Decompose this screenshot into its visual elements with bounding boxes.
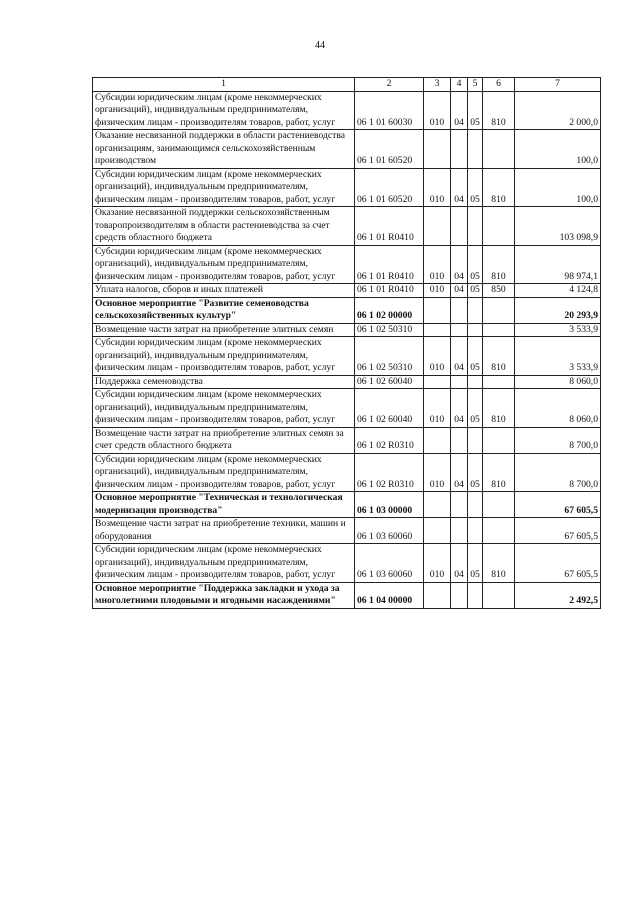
row-col4: 04 bbox=[451, 389, 468, 428]
row-col5: 05 bbox=[468, 245, 483, 284]
row-code: 06 1 03 00000 bbox=[355, 492, 424, 518]
table-row bbox=[93, 492, 601, 518]
row-col5 bbox=[468, 323, 483, 337]
row-col5: 05 bbox=[468, 389, 483, 428]
row-col6 bbox=[483, 323, 515, 337]
row-name: Возмещение части затрат на приобретение техники, машин и оборудования bbox=[93, 518, 355, 544]
row-col5 bbox=[468, 427, 483, 453]
row-sum: 98 974,1 bbox=[515, 245, 601, 284]
row-name: Субсидии юридическим лицам (кроме некоммерческих организаций), индивидуальным предпринимателям, физическим лицам - производителям товаров, работ, услуг bbox=[93, 91, 355, 130]
row-col3 bbox=[424, 297, 451, 323]
header-cell: 6 bbox=[483, 78, 515, 92]
row-sum: 100,0 bbox=[515, 168, 601, 207]
row-sum: 8 060,0 bbox=[515, 389, 601, 428]
row-col4 bbox=[451, 582, 468, 608]
header-cell: 5 bbox=[468, 78, 483, 92]
row-col6 bbox=[483, 518, 515, 544]
row-code: 06 1 01 60030 bbox=[355, 91, 424, 130]
row-col3 bbox=[424, 130, 451, 169]
row-col6: 810 bbox=[483, 91, 515, 130]
row-name: Субсидии юридическим лицам (кроме некоммерческих организаций), индивидуальным предпринимателям, физическим лицам - производителям товаров, работ, услуг bbox=[93, 245, 355, 284]
row-col3: 010 bbox=[424, 245, 451, 284]
row-col5 bbox=[468, 207, 483, 246]
table-row bbox=[93, 91, 601, 130]
row-col5: 05 bbox=[468, 284, 483, 298]
row-sum: 67 605,5 bbox=[515, 492, 601, 518]
row-code: 06 1 02 00000 bbox=[355, 297, 424, 323]
row-col6: 810 bbox=[483, 544, 515, 583]
row-col3 bbox=[424, 323, 451, 337]
row-sum: 4 124,8 bbox=[515, 284, 601, 298]
row-col6: 850 bbox=[483, 284, 515, 298]
row-col4 bbox=[451, 297, 468, 323]
row-name: Основное мероприятие "Развитие семеноводства сельскохозяйственных культур" bbox=[93, 297, 355, 323]
row-col6 bbox=[483, 375, 515, 389]
header-row bbox=[93, 78, 601, 92]
row-name: Уплата налогов, сборов и иных платежей bbox=[93, 284, 355, 298]
row-col4 bbox=[451, 130, 468, 169]
table-row bbox=[93, 130, 601, 169]
row-name: Субсидии юридическим лицам (кроме некоммерческих организаций), индивидуальным предпринимателям, физическим лицам - производителям товаров, работ, услуг bbox=[93, 453, 355, 492]
row-code: 06 1 03 60060 bbox=[355, 544, 424, 583]
row-col4: 04 bbox=[451, 91, 468, 130]
row-col5 bbox=[468, 582, 483, 608]
row-col5: 05 bbox=[468, 453, 483, 492]
row-name: Поддержка семеноводства bbox=[93, 375, 355, 389]
row-col3: 010 bbox=[424, 168, 451, 207]
row-col3 bbox=[424, 207, 451, 246]
row-code: 06 1 01 60520 bbox=[355, 168, 424, 207]
row-code: 06 1 01 60520 bbox=[355, 130, 424, 169]
row-code: 06 1 01 R0410 bbox=[355, 284, 424, 298]
row-col4: 04 bbox=[451, 168, 468, 207]
header-cell: 7 bbox=[515, 78, 601, 92]
table-row bbox=[93, 518, 601, 544]
row-col3 bbox=[424, 375, 451, 389]
table-row bbox=[93, 389, 601, 428]
row-code: 06 1 02 R0310 bbox=[355, 453, 424, 492]
row-name: Основное мероприятие "Поддержка закладки и ухода за многолетними плодовыми и ягодными насаждениями" bbox=[93, 582, 355, 608]
row-code: 06 1 02 60040 bbox=[355, 389, 424, 428]
row-col4: 04 bbox=[451, 245, 468, 284]
row-sum: 2 492,5 bbox=[515, 582, 601, 608]
table-row bbox=[93, 284, 601, 298]
header-cell: 4 bbox=[451, 78, 468, 92]
row-sum: 3 533,9 bbox=[515, 323, 601, 337]
row-col3: 010 bbox=[424, 389, 451, 428]
row-col4 bbox=[451, 207, 468, 246]
row-sum: 103 098,9 bbox=[515, 207, 601, 246]
row-col6: 810 bbox=[483, 168, 515, 207]
row-col3: 010 bbox=[424, 453, 451, 492]
table-row bbox=[93, 168, 601, 207]
row-col3 bbox=[424, 427, 451, 453]
row-col4: 04 bbox=[451, 544, 468, 583]
row-sum: 2 000,0 bbox=[515, 91, 601, 130]
row-col6: 810 bbox=[483, 337, 515, 376]
row-col3: 010 bbox=[424, 284, 451, 298]
row-name: Возмещение части затрат на приобретение элитных семян bbox=[93, 323, 355, 337]
row-col4: 04 bbox=[451, 284, 468, 298]
row-col5 bbox=[468, 518, 483, 544]
row-col4 bbox=[451, 427, 468, 453]
row-col3: 010 bbox=[424, 91, 451, 130]
table-row bbox=[93, 207, 601, 246]
row-col5 bbox=[468, 492, 483, 518]
row-code: 06 1 02 R0310 bbox=[355, 427, 424, 453]
row-sum: 8 700,0 bbox=[515, 453, 601, 492]
row-col4 bbox=[451, 375, 468, 389]
row-sum: 3 533,9 bbox=[515, 337, 601, 376]
row-name: Возмещение части затрат на приобретение элитных семян за счет средств областного бюджета bbox=[93, 427, 355, 453]
header-cell: 2 bbox=[355, 78, 424, 92]
row-sum: 8 700,0 bbox=[515, 427, 601, 453]
row-name: Оказание несвязанной поддержки сельскохозяйственным товаропроизводителям в области растениеводства за счет средств областного бюджета bbox=[93, 207, 355, 246]
row-col6 bbox=[483, 297, 515, 323]
row-col4 bbox=[451, 518, 468, 544]
table-row bbox=[93, 337, 601, 376]
row-code: 06 1 01 R0410 bbox=[355, 245, 424, 284]
row-col5 bbox=[468, 130, 483, 169]
row-name: Основное мероприятие "Техническая и технологическая модернизация производства" bbox=[93, 492, 355, 518]
row-sum: 67 605,5 bbox=[515, 544, 601, 583]
row-code: 06 1 01 R0410 bbox=[355, 207, 424, 246]
row-col4 bbox=[451, 323, 468, 337]
table-row bbox=[93, 453, 601, 492]
row-col6: 810 bbox=[483, 245, 515, 284]
table-row bbox=[93, 245, 601, 284]
row-name: Субсидии юридическим лицам (кроме некоммерческих организаций), индивидуальным предпринимателям, физическим лицам - производителям товаров, работ, услуг bbox=[93, 337, 355, 376]
row-col4: 04 bbox=[451, 453, 468, 492]
row-col6 bbox=[483, 207, 515, 246]
row-sum: 100,0 bbox=[515, 130, 601, 169]
row-name: Субсидии юридическим лицам (кроме некоммерческих организаций), индивидуальным предпринимателям, физическим лицам - производителям товаров, работ, услуг bbox=[93, 389, 355, 428]
row-col5: 05 bbox=[468, 91, 483, 130]
table-row bbox=[93, 297, 601, 323]
row-col3 bbox=[424, 582, 451, 608]
row-col5: 05 bbox=[468, 168, 483, 207]
row-code: 06 1 02 60040 bbox=[355, 375, 424, 389]
row-col5: 05 bbox=[468, 544, 483, 583]
row-col3 bbox=[424, 492, 451, 518]
row-col5 bbox=[468, 375, 483, 389]
row-col6 bbox=[483, 427, 515, 453]
page-number: 44 bbox=[315, 40, 325, 51]
row-col5: 05 bbox=[468, 337, 483, 376]
row-code: 06 1 02 50310 bbox=[355, 323, 424, 337]
row-col6 bbox=[483, 492, 515, 518]
row-code: 06 1 03 60060 bbox=[355, 518, 424, 544]
table-row bbox=[93, 375, 601, 389]
row-col3: 010 bbox=[424, 544, 451, 583]
table-row bbox=[93, 427, 601, 453]
row-sum: 20 293,9 bbox=[515, 297, 601, 323]
row-col4 bbox=[451, 492, 468, 518]
row-col3 bbox=[424, 518, 451, 544]
table-row bbox=[93, 582, 601, 608]
header-cell: 1 bbox=[93, 78, 355, 92]
row-col4: 04 bbox=[451, 337, 468, 376]
row-col6: 810 bbox=[483, 453, 515, 492]
budget-table bbox=[92, 77, 601, 609]
header-cell: 3 bbox=[424, 78, 451, 92]
row-name: Субсидии юридическим лицам (кроме некоммерческих организаций), индивидуальным предпринимателям, физическим лицам - производителям товаров, работ, услуг bbox=[93, 544, 355, 583]
row-col5 bbox=[468, 297, 483, 323]
row-sum: 67 605,5 bbox=[515, 518, 601, 544]
table-row bbox=[93, 323, 601, 337]
row-col6 bbox=[483, 130, 515, 169]
row-code: 06 1 04 00000 bbox=[355, 582, 424, 608]
table-row bbox=[93, 544, 601, 583]
row-col6: 810 bbox=[483, 389, 515, 428]
row-sum: 8 060,0 bbox=[515, 375, 601, 389]
row-col3: 010 bbox=[424, 337, 451, 376]
row-col6 bbox=[483, 582, 515, 608]
row-name: Оказание несвязанной поддержки в области растениеводства организациям, занимающимся сельскохозяйственным производством bbox=[93, 130, 355, 169]
row-name: Субсидии юридическим лицам (кроме некоммерческих организаций), индивидуальным предпринимателям, физическим лицам - производителям товаров, работ, услуг bbox=[93, 168, 355, 207]
row-code: 06 1 02 50310 bbox=[355, 337, 424, 376]
